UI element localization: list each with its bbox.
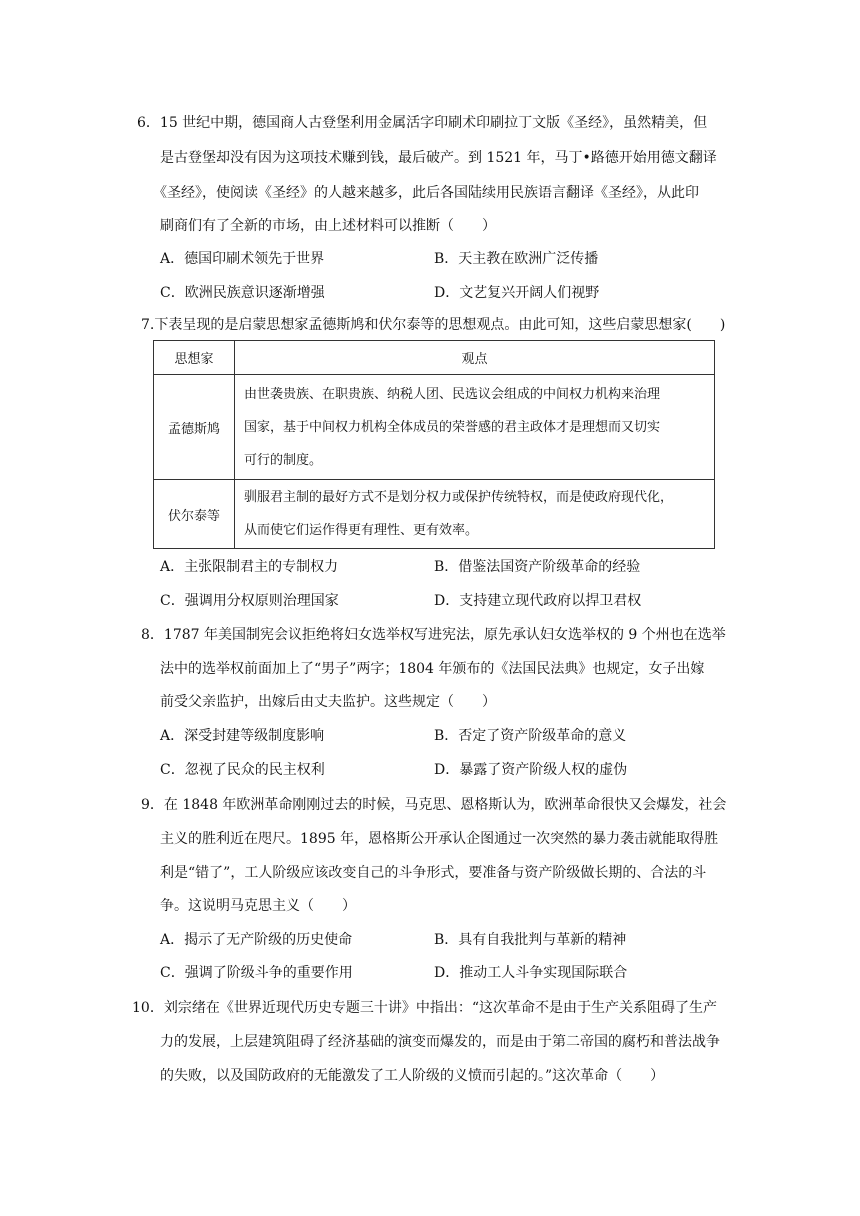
table-cell-line: 国家，基于中间权力机构全体成员的荣誉感的君主政体才是理想而又切实 — [244, 419, 661, 435]
question-6-line-1: 6．15 世纪中期，德国商人古登堡利用金属活字印刷术印刷拉丁文版《圣经》，虽然精美，但 — [137, 115, 708, 131]
table-header-thinker: 思想家 — [154, 341, 235, 375]
question-8-option-b[interactable]: B．否定了资产阶级革命的意义 — [434, 728, 627, 744]
question-9-option-d[interactable]: D．推动工人斗争实现国际联合 — [434, 965, 628, 981]
table-cell-name: 孟德斯鸠 — [154, 375, 235, 480]
table-row — [154, 375, 715, 480]
question-9-line-2: 主义的胜利近在咫尺。1895 年，恩格斯公开承认企图通过一次突然的暴力袭击就能取得胜 — [160, 831, 719, 847]
question-7-option-c[interactable]: C．强调用分权原则治理国家 — [160, 593, 339, 609]
question-9-line-4: 争。这说明马克思主义（ ） — [160, 898, 356, 914]
question-9-line-1: 9．在 1848 年欧洲革命刚刚过去的时候，马克思、恩格斯认为，欧洲革命很快又会爆发，社会 — [141, 797, 727, 813]
table-header-row — [154, 341, 715, 375]
question-7-stem: 7.下表呈现的是启蒙思想家孟德斯鸠和伏尔泰等的思想观点。由此可知，这些启蒙思想家( ) — [141, 317, 726, 333]
question-8-option-a[interactable]: A．深受封建等级制度影响 — [160, 728, 325, 744]
question-9-line-3: 利是“错了”，工人阶级应该改变自己的斗争形式，要准备与资产阶级做长期的、合法的斗 — [160, 865, 707, 881]
question-8-line-2: 法中的选举权前面加上了“男子”两字；1804 年颁布的《法国民法典》也规定，女子出嫁 — [160, 661, 705, 677]
question-7-option-b[interactable]: B．借鉴法国资产阶级革命的经验 — [434, 559, 641, 575]
question-10-line-2: 力的发展，上层建筑阻碍了经济基础的演变而爆发的，而是由于第二帝国的腐朽和普法战争 — [160, 1034, 720, 1050]
table-row — [154, 480, 715, 549]
question-8-option-c[interactable]: C．忽视了民众的民主权利 — [160, 762, 325, 778]
table-cell-viewpoint — [235, 375, 715, 480]
question-8-line-3: 前受父亲监护，出嫁后由丈夫监护。这些规定（ ） — [160, 694, 496, 710]
question-10-line-3: 的失败，以及国防政府的无能激发了工人阶级的义愤而引起的。”这次革命（ ） — [160, 1068, 665, 1084]
question-7-option-d[interactable]: D．支持建立现代政府以捍卫君权 — [434, 593, 642, 609]
question-6-line-2: 是古登堡却没有因为这项技术赚到钱，最后破产。到 1521 年，马丁•路德开始用德文翻译 — [160, 150, 717, 166]
table-cell-line: 由世袭贵族、在职贵族、纳税人团、民选议会组成的中间权力机构来治理 — [244, 386, 661, 402]
table-cell-viewpoint — [235, 480, 715, 549]
question-6-line-4: 刷商们有了全新的市场，由上述材料可以推断（ ） — [160, 218, 496, 234]
table-cell-line: 驯服君主制的最好方式不是划分权力或保护传统特权，而是使政府现代化， — [244, 490, 674, 505]
table-cell-name: 伏尔泰等 — [154, 480, 235, 549]
question-10-line-1: 10．刘宗绪在《世界近现代历史专题三十讲》中指出：“这次革命不是由于生产关系阻碍了生产 — [132, 1000, 717, 1016]
question-6-option-a[interactable]: A．德国印刷术领先于世界 — [160, 251, 325, 267]
table-header-viewpoint: 观点 — [235, 341, 715, 375]
question-8-option-d[interactable]: D．暴露了资产阶级人权的虚伪 — [434, 762, 628, 778]
question-9-option-c[interactable]: C．强调了阶级斗争的重要作用 — [160, 965, 353, 981]
table-cell-line: 可行的制度。 — [244, 452, 323, 468]
question-6-option-b[interactable]: B．天主教在欧洲广泛传播 — [434, 251, 599, 267]
question-6-option-c[interactable]: C．欧洲民族意识逐渐增强 — [160, 285, 325, 301]
question-8-line-1: 8．1787 年美国制宪会议拒绝将妇女选举权写进宪法，原先承认妇女选举权的 9 个州也在选举 — [141, 627, 726, 643]
question-6-line-3: 《圣经》，使阅读《圣经》的人越来越多，此后各国陆续用民族语言翻译《圣经》，从此印 — [153, 185, 699, 201]
question-7-option-a[interactable]: A．主张限制君主的专制权力 — [160, 559, 339, 575]
table-cell-line: 从而使它们运作得更有理性、更有效率。 — [244, 523, 479, 538]
question-6-option-d[interactable]: D．文艺复兴开阔人们视野 — [434, 285, 600, 301]
question-9-option-a[interactable]: A．揭示了无产阶级的历史使命 — [160, 932, 353, 948]
thinkers-table — [153, 340, 715, 549]
question-9-option-b[interactable]: B．具有自我批判与革新的精神 — [434, 932, 627, 948]
